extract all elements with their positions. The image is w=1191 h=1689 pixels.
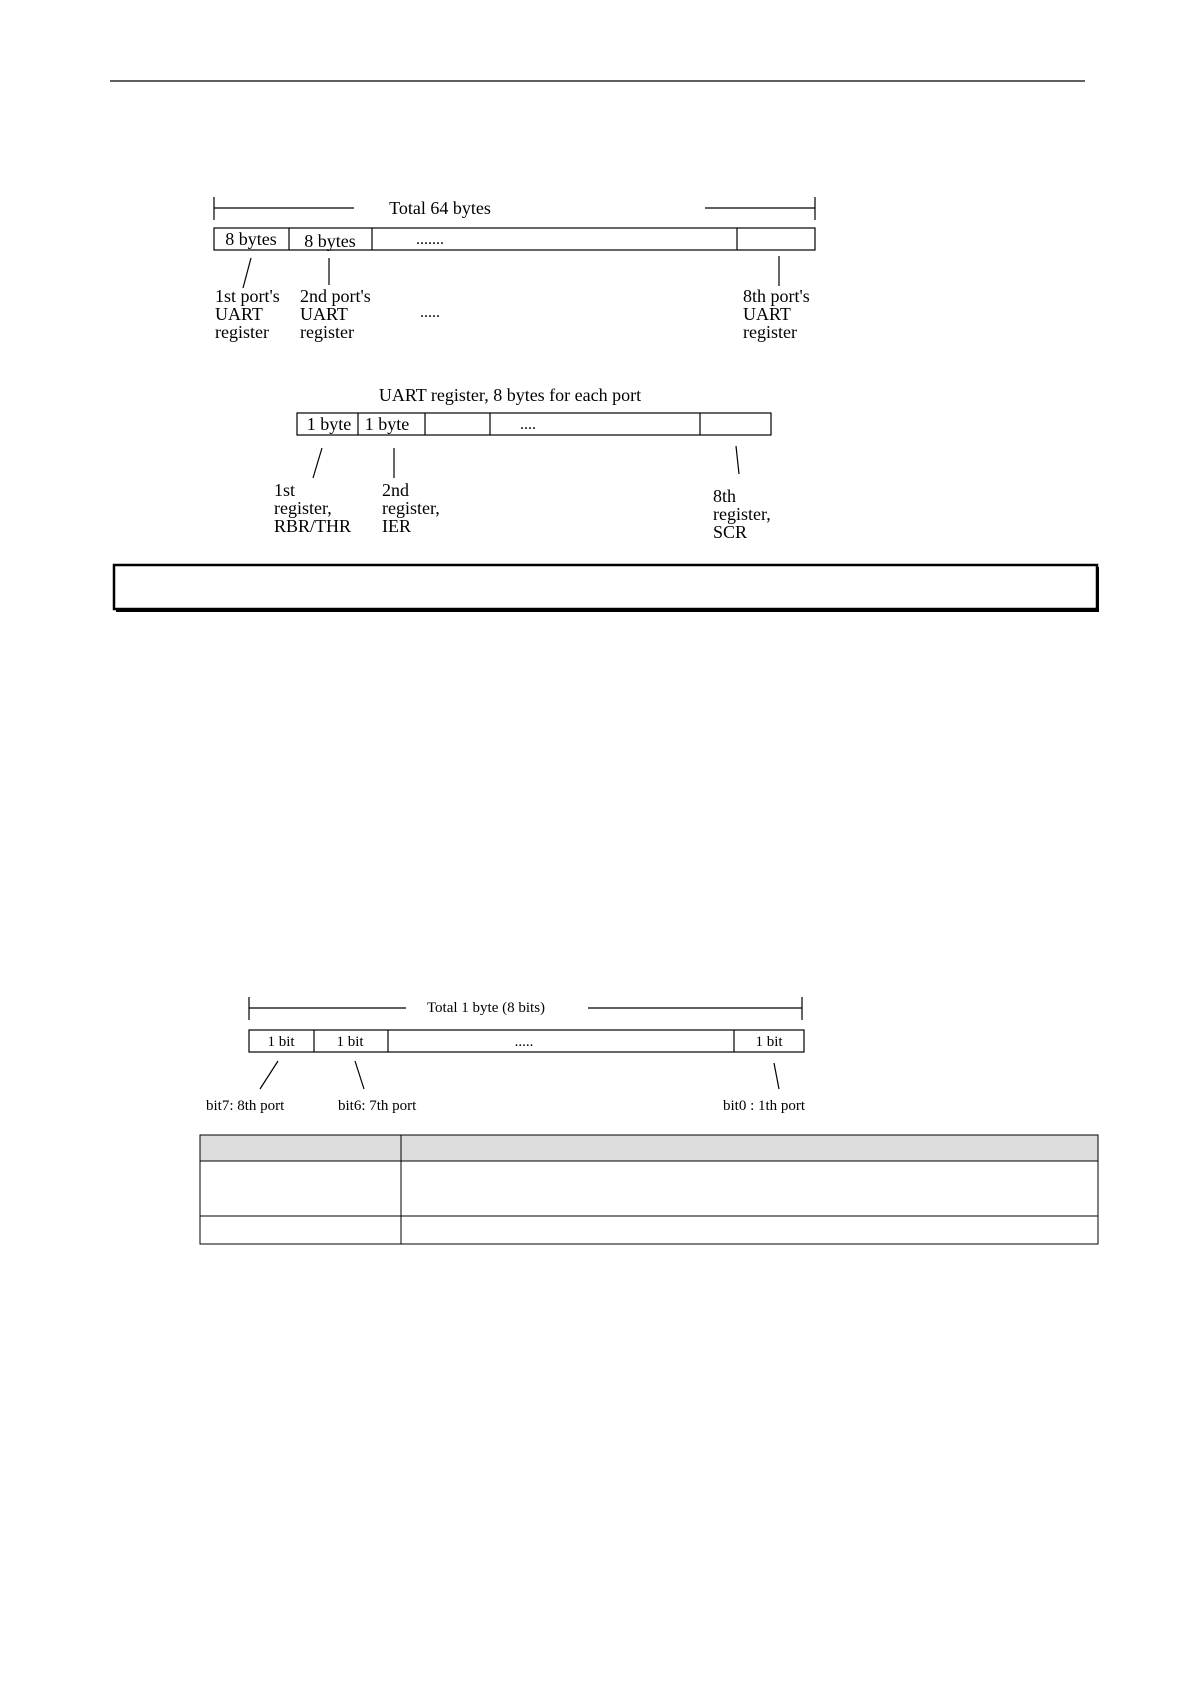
pointer-bit0 bbox=[774, 1063, 779, 1089]
reg2-label-line3: IER bbox=[382, 516, 411, 536]
pointer-reg1 bbox=[313, 448, 322, 478]
table-header-row bbox=[200, 1135, 1098, 1161]
cell-ellipsis: .... bbox=[520, 416, 536, 433]
cell-1-byte-1: 1 byte bbox=[306, 414, 352, 434]
bit7-label: bit7: 8th port bbox=[206, 1098, 285, 1114]
diagram-1-byte bbox=[206, 997, 806, 1114]
port2-label-line2: UART bbox=[300, 304, 348, 324]
port2-label-line1: 2nd port's bbox=[300, 286, 371, 306]
cell-8-bytes-2: 8 bytes bbox=[304, 231, 356, 251]
port8-label-line3: register bbox=[743, 322, 797, 342]
total-1-byte-label: Total 1 byte (8 bits) bbox=[426, 1000, 546, 1016]
cell-ellipsis: ..... bbox=[514, 1034, 534, 1050]
port8-label-line1: 8th port's bbox=[743, 286, 810, 306]
cell-1-bit-2: 1 bit bbox=[336, 1034, 364, 1050]
ports-ellipsis: ..... bbox=[420, 304, 440, 321]
port1-label-line2: UART bbox=[215, 304, 263, 324]
bit0-label: bit0 : 1th port bbox=[723, 1098, 806, 1114]
reg2-label-line1: 2nd bbox=[382, 480, 409, 500]
cell-ellipsis: ....... bbox=[416, 231, 444, 248]
pointer-reg8 bbox=[736, 446, 739, 474]
port1-label-line1: 1st port's bbox=[215, 286, 280, 306]
cell-1-byte-2: 1 byte bbox=[364, 414, 410, 434]
port8-label-line2: UART bbox=[743, 304, 791, 324]
reg8-label-line1: 8th bbox=[713, 486, 737, 506]
cell-1-bit-1: 1 bit bbox=[267, 1034, 295, 1050]
reg1-label-line2: register, bbox=[274, 498, 332, 518]
bit6-label: bit6: 7th port bbox=[338, 1098, 417, 1114]
reg8-label-line2: register, bbox=[713, 504, 771, 524]
pointer-bit7 bbox=[260, 1061, 278, 1089]
cell-1-bit-last: 1 bit bbox=[755, 1034, 783, 1050]
empty-bordered-box bbox=[114, 565, 1097, 609]
pointer-port1 bbox=[243, 258, 251, 288]
port2-label-line3: register bbox=[300, 322, 354, 342]
reg1-label-line1: 1st bbox=[274, 480, 296, 500]
uart-register-title: UART register, 8 bytes for each port bbox=[378, 385, 642, 405]
pointer-bit6 bbox=[355, 1061, 364, 1089]
port1-label-line3: register bbox=[215, 322, 269, 342]
cell-8-bytes-1: 8 bytes bbox=[225, 229, 277, 249]
diagram-64-bytes bbox=[214, 197, 815, 342]
diagram-uart-register bbox=[274, 385, 771, 542]
reg8-label-line3: SCR bbox=[713, 522, 748, 542]
total-64-bytes-label: Total 64 bytes bbox=[389, 198, 491, 218]
empty-table bbox=[200, 1135, 1098, 1244]
reg2-label-line2: register, bbox=[382, 498, 440, 518]
reg1-label-line3: RBR/THR bbox=[274, 516, 352, 536]
